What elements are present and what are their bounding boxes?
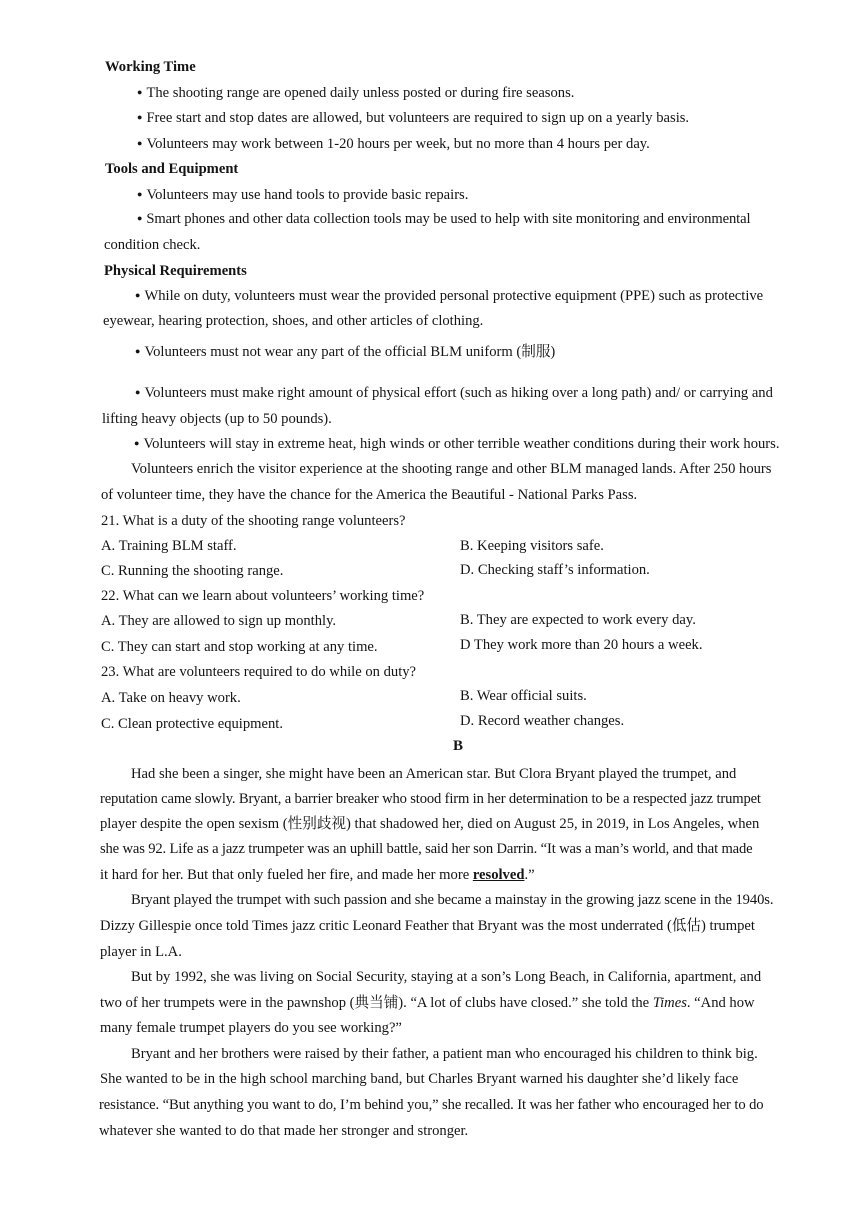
question-21-option-b: B. Keeping visitors safe. [460,538,604,554]
section-b-title: B [453,738,464,754]
passage-b-p4-line-4: whatever she wanted to do that made her stronger and stronger. [99,1123,469,1139]
physical-bullet-4: ● Volunteers will stay in extreme heat, high winds or other terrible weather conditions during their work hours. [134,435,779,454]
passage-b-p2-line-2: Dizzy Gillespie once told Times jazz critic Leonard Feather that Bryant was the most underrated (低估) trumpet [100,918,755,934]
resolved-keyword: resolved [472,867,525,883]
working-time-bullet-2: ● Free start and stop dates are allowed, but volunteers are required to sign up on a yearly basis. [137,109,689,128]
question-23-option-a: A. Take on heavy work. [101,690,241,706]
working-time-bullet-3: ● Volunteers may work between 1-20 hours per week, but no more than 4 hours per day. [137,135,650,154]
question-22-option-c: C. They can start and stop working at any time. [101,639,378,655]
physical-heading: Physical Requirements [104,263,247,279]
question-23-option-c: C. Clean protective equipment. [101,716,283,732]
passage-b-p1-line-2: reputation came slowly. Bryant, a barrier breaker who stood firm in her determination to be a respected jazz trumpet [100,791,761,807]
passage-b-p2-line-3: player in L.A. [100,944,182,960]
physical-paragraph-line-2: of volunteer time, they have the chance for the America the Beautiful - National Parks Pass. [101,487,638,503]
question-23-option-d: D. Record weather changes. [460,713,625,729]
passage-b-p1-line-5: it hard for her. But that only fueled her fire, and made her more resolved.” [100,867,535,883]
working-time-heading: Working Time [105,59,196,75]
physical-paragraph-line-1: Volunteers enrich the visitor experience at the shooting range and other BLM managed lands. After 250 hours [131,461,772,477]
question-22-option-b: B. They are expected to work every day. [460,612,696,628]
tools-bullet-2: ● Smart phones and other data collection tools may be used to help with site monitoring and environmental [137,210,750,229]
physical-bullet-2: ● Volunteers must not wear any part of the official BLM uniform (制服) [135,343,555,362]
passage-b-p1-line-1: Had she been a singer, she might have been an American star. But Clora Bryant played the trumpet, and [131,766,737,782]
times-title: Times [652,995,687,1011]
passage-b-p3-line-2: two of her trumpets were in the pawnshop (典当铺). “A lot of clubs have closed.” she told the Times. “And how [100,995,755,1011]
question-21-option-a: A. Training BLM staff. [101,538,237,554]
question-22-option-a: A. They are allowed to sign up monthly. [101,613,337,629]
question-21-stem: 21. What is a duty of the shooting range volunteers? [101,513,406,529]
physical-bullet-3: ● Volunteers must make right amount of physical effort (such as hiking over a long path) and/ or carrying and [135,384,773,403]
question-21-option-d: D. Checking staff’s information. [460,562,650,578]
question-23-stem: 23. What are volunteers required to do while on duty? [101,664,417,680]
passage-b-p1-line-3: player despite the open sexism (性别歧视) that shadowed her, died on August 25, in 2019, in Los Angeles, when [100,816,760,832]
question-23-option-b: B. Wear official suits. [460,688,587,704]
physical-bullet-3-cont: lifting heavy objects (up to 50 pounds). [102,411,332,427]
question-22-stem: 22. What can we learn about volunteers’ working time? [101,588,425,604]
question-22-option-d: D They work more than 20 hours a week. [460,637,703,653]
passage-b-p1-line-4: she was 92. Life as a jazz trumpeter was an uphill battle, said her son Darrin. “It was a man’s world, and that made [100,841,753,857]
passage-b-p3-line-3: many female trumpet players do you see working?” [100,1020,402,1036]
question-21-option-c: C. Running the shooting range. [101,563,284,579]
tools-heading: Tools and Equipment [105,161,239,177]
tools-bullet-1: ● Volunteers may use hand tools to provide basic repairs. [137,186,468,205]
passage-b-p4-line-3: resistance. “But anything you want to do, I’m behind you,” she recalled. It was her father who encouraged her to do [99,1097,764,1113]
working-time-bullet-1: ● The shooting range are opened daily unless posted or during fire seasons. [137,84,574,103]
physical-bullet-1-cont: eyewear, hearing protection, shoes, and other articles of clothing. [103,313,484,329]
tools-bullet-2-cont: condition check. [104,237,201,253]
passage-b-p4-line-2: She wanted to be in the high school marching band, but Charles Bryant warned his daughter she’d likely face [100,1071,739,1087]
passage-b-p3-line-1: But by 1992, she was living on Social Security, staying at a son’s Long Beach, in California, apartment, and [131,969,762,985]
passage-b-p2-line-1: Bryant played the trumpet with such passion and she became a mainstay in the growing jazz scene in the 1940s. [131,892,774,908]
physical-bullet-1: ● While on duty, volunteers must wear the provided personal protective equipment (PPE) such as protective [135,287,763,306]
passage-b-p4-line-1: Bryant and her brothers were raised by their father, a patient man who encouraged his children to think big. [131,1046,758,1062]
